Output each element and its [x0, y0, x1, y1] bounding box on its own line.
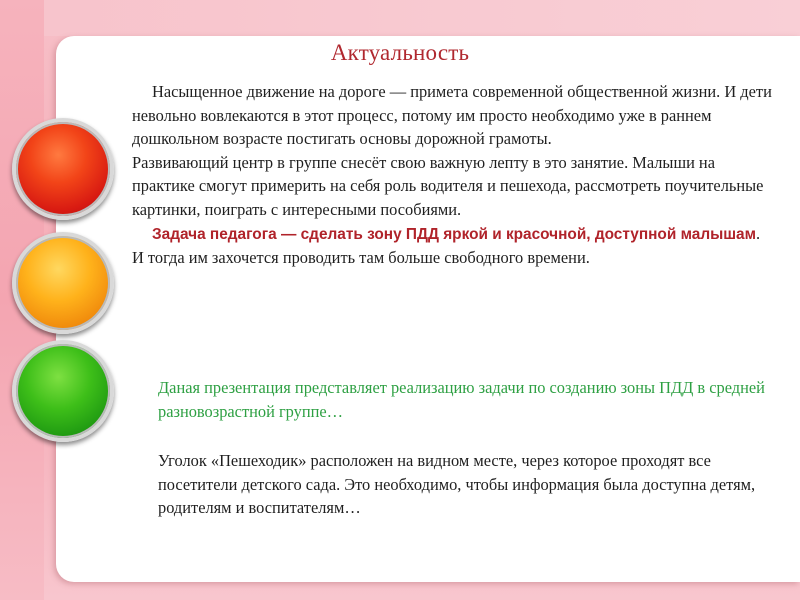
- paragraph-intro-text: Насыщенное движение на дороге — примета современной общественной жизни. И дети невольно вовлекаются в этот процесс, потому им просто необходимо уже в раннем дошкольном возрасте постигать основы дорожной грамоты.: [132, 82, 772, 149]
- paragraph-intro: [132, 80, 774, 151]
- corner-description: Уголок «Пешеходик» расположен на видном месте, через которое проходят все посетители детского сада. Это необходимо, чтобы информация была доступна детям, родителям и воспитателям…: [158, 451, 756, 518]
- paragraph-task: Задача педагога — сделать зону ПДД яркой и красочной, доступной малышам. И тогда им захочется проводить там больше свободного времени.: [132, 223, 761, 268]
- main-text-block: [132, 80, 774, 270]
- frame-top-stripe: [0, 0, 800, 36]
- presentation-note: Даная презентация представляет реализацию задачи по созданию зоны ПДД в средней разновозрастной группе…: [158, 378, 765, 421]
- slide-title: Актуальность: [330, 40, 470, 65]
- red-light-icon: [12, 118, 114, 220]
- paragraph-center: Развивающий центр в группе снесёт свою важную лепту в это занятие. Малыши на практике смогут примерить на себя роль водителя и пешехода, рассмотреть поучительные картинки, поиграть с интересными пособиями.: [132, 152, 764, 219]
- task-highlight: Задача педагога — сделать зону ПДД яркой и красочной, доступной малышам: [152, 225, 757, 243]
- yellow-light-icon: [12, 232, 114, 334]
- green-light-icon: [12, 340, 114, 442]
- task-rest: И тогда им захочется проводить там больше свободного времени.: [132, 248, 590, 268]
